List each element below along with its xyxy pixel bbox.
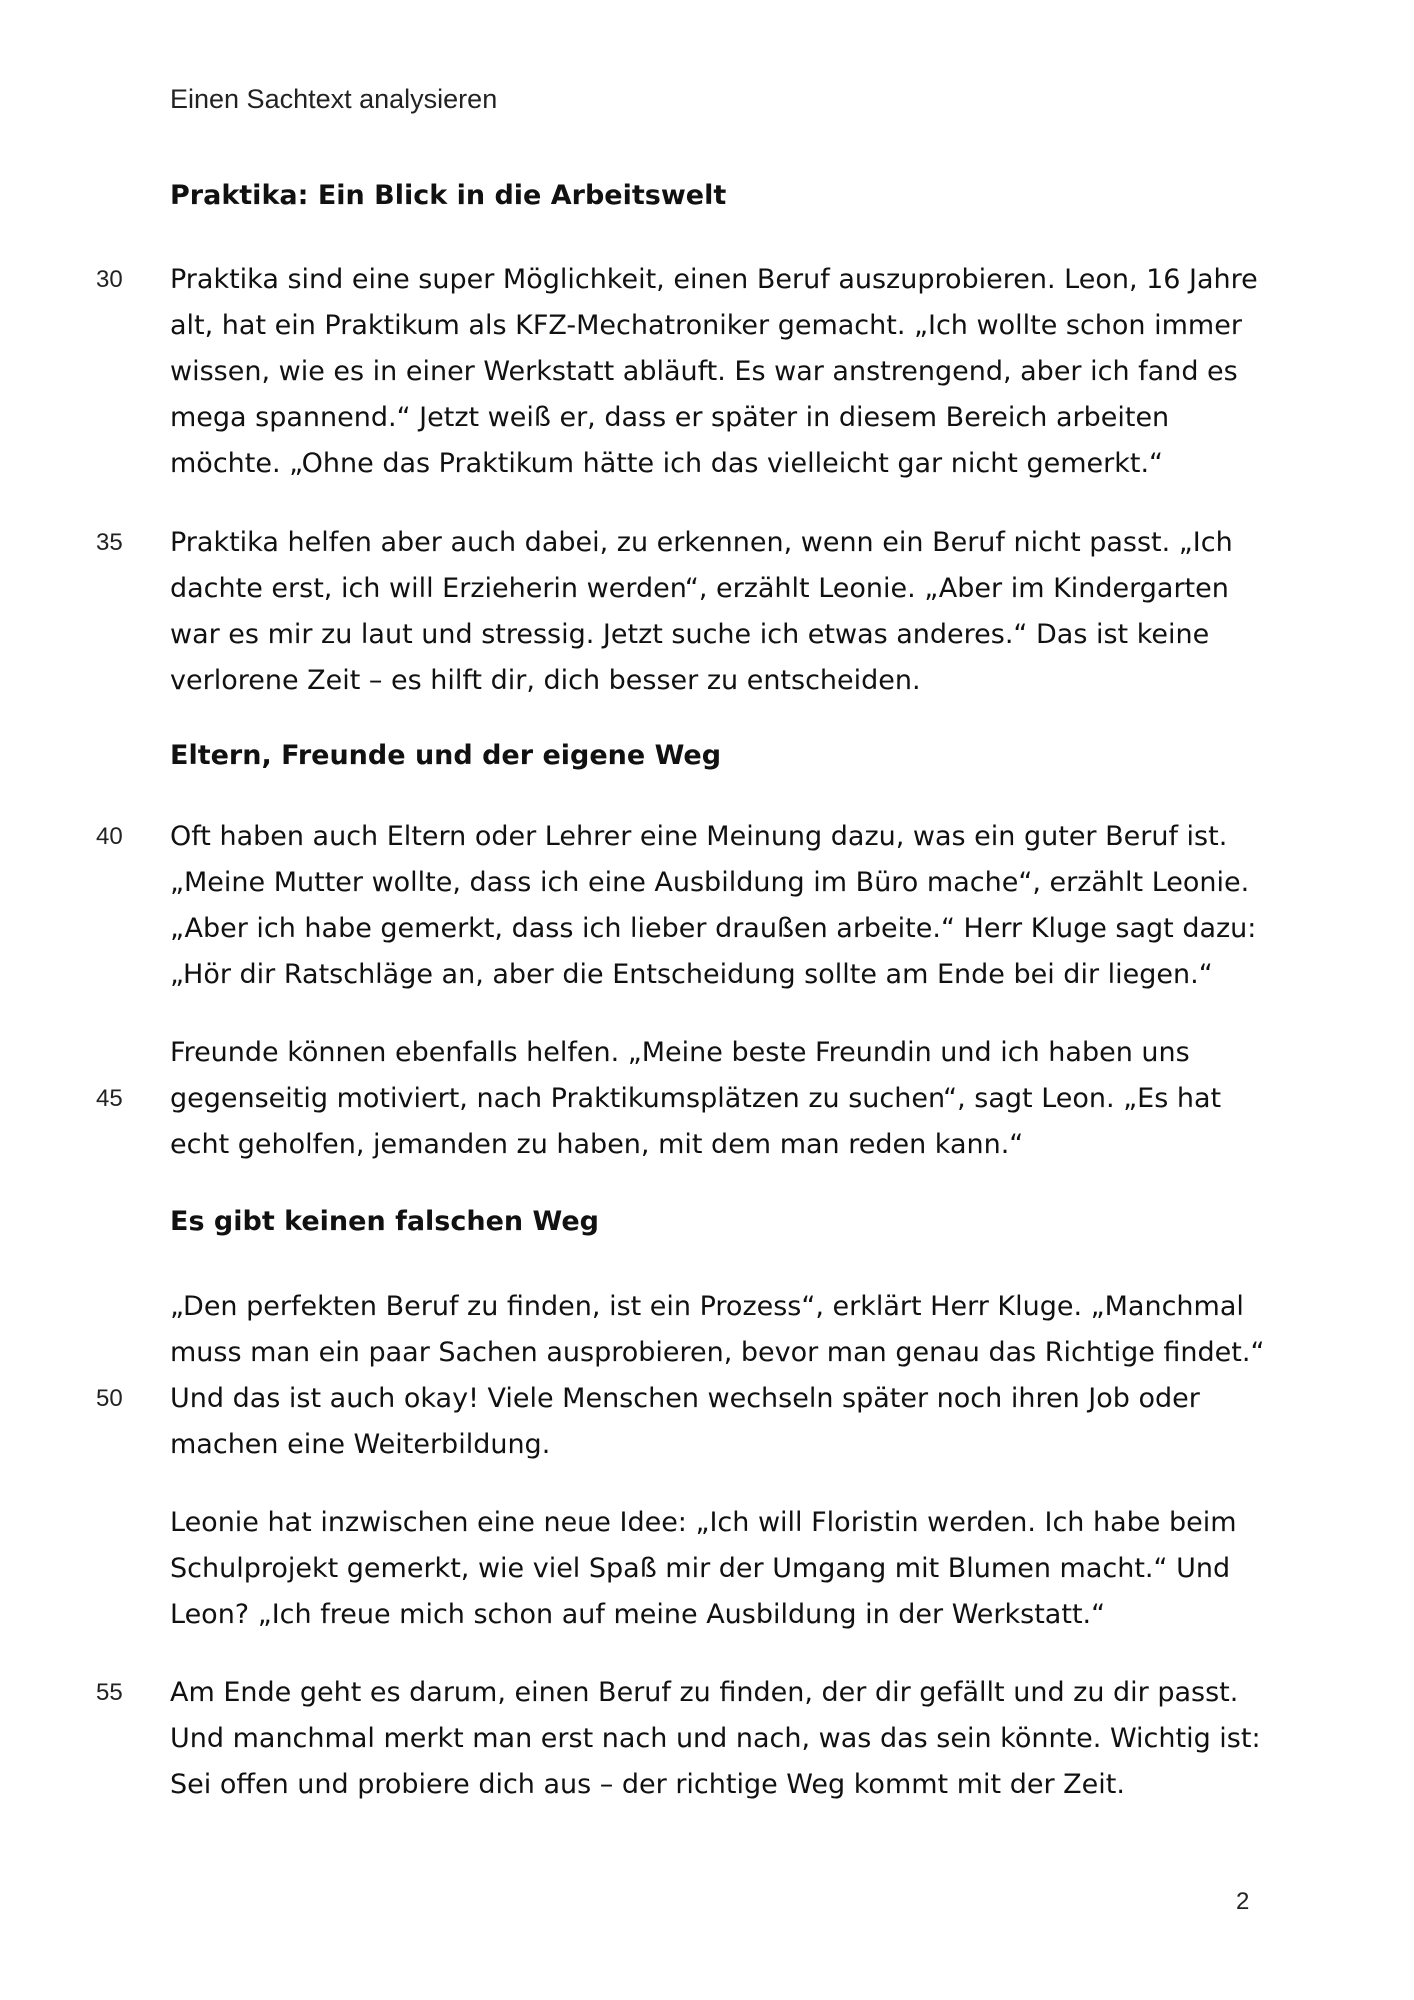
line-number: 35	[96, 529, 123, 556]
text-line: Leonie hat inzwischen eine neue Idee: „Ich will Floristin werden. Ich habe beim	[170, 1507, 1237, 1538]
text-line: Praktika helfen aber auch dabei, zu erkennen, wenn ein Beruf nicht passt. „Ich	[170, 527, 1233, 558]
text-line: gegenseitig motiviert, nach Praktikumsplätzen zu suchen“, sagt Leon. „Es hat	[170, 1083, 1222, 1114]
page-number: 2	[1236, 1888, 1250, 1915]
text-line: Praktika sind eine super Möglichkeit, einen Beruf auszuprobieren. Leon, 16 Jahre	[170, 264, 1258, 295]
text-line: war es mir zu laut und stressig. Jetzt suche ich etwas anderes.“ Das ist keine	[170, 619, 1210, 650]
section-heading-eltern: Eltern, Freunde und der eigene Weg	[170, 740, 722, 771]
text-line: mega spannend.“ Jetzt weiß er, dass er später in diesem Bereich arbeiten	[170, 402, 1170, 433]
line-number: 50	[96, 1385, 123, 1412]
text-line: möchte. „Ohne das Praktikum hätte ich das vielleicht gar nicht gemerkt.“	[170, 448, 1164, 479]
section-heading-praktika: Praktika: Ein Blick in die Arbeitswelt	[170, 180, 727, 211]
text-line: Schulprojekt gemerkt, wie viel Spaß mir der Umgang mit Blumen macht.“ Und	[170, 1553, 1231, 1584]
paragraph	[170, 520, 1260, 704]
text-line: „Hör dir Ratschläge an, aber die Entscheidung sollte am Ende bei dir liegen.“	[170, 959, 1213, 990]
text-line: alt, hat ein Praktikum als KFZ-Mechatroniker gemacht. „Ich wollte schon immer	[170, 310, 1242, 341]
paragraph	[170, 1030, 1260, 1168]
paragraph	[170, 257, 1260, 487]
text-line: Am Ende geht es darum, einen Beruf zu finden, der dir gefällt und zu dir passt.	[170, 1677, 1239, 1708]
text-line: dachte erst, ich will Erzieherin werden“, erzählt Leonie. „Aber im Kindergarten	[170, 573, 1229, 604]
line-number: 55	[96, 1679, 123, 1706]
text-line: muss man ein paar Sachen ausprobieren, bevor man genau das Richtige findet.“	[170, 1337, 1265, 1368]
text-line: Leon? „Ich freue mich schon auf meine Ausbildung in der Werkstatt.“	[170, 1599, 1106, 1630]
text-line: Und manchmal merkt man erst nach und nach, was das sein könnte. Wichtig ist:	[170, 1723, 1261, 1754]
text-line: „Meine Mutter wollte, dass ich eine Ausbildung im Büro mache“, erzählt Leonie.	[170, 867, 1250, 898]
line-number: 30	[96, 266, 123, 293]
paragraph	[170, 1284, 1265, 1468]
line-number: 45	[96, 1085, 123, 1112]
text-line: Und das ist auch okay! Viele Menschen wechseln später noch ihren Job oder	[170, 1383, 1200, 1414]
paragraph	[170, 1670, 1260, 1808]
text-line: Sei offen und probiere dich aus – der richtige Weg kommt mit der Zeit.	[170, 1769, 1125, 1800]
line-number: 40	[96, 823, 123, 850]
paragraph	[170, 814, 1260, 998]
page-header: Einen Sachtext analysieren	[170, 84, 498, 114]
text-line: wissen, wie es in einer Werkstatt abläuft. Es war anstrengend, aber ich fand es	[170, 356, 1238, 387]
text-line: machen eine Weiterbildung.	[170, 1429, 551, 1460]
text-line: Oft haben auch Eltern oder Lehrer eine Meinung dazu, was ein guter Beruf ist.	[170, 821, 1228, 852]
text-line: „Den perfekten Beruf zu finden, ist ein Prozess“, erklärt Herr Kluge. „Manchmal	[170, 1291, 1244, 1322]
text-line: Freunde können ebenfalls helfen. „Meine beste Freundin und ich haben uns	[170, 1037, 1190, 1068]
paragraph	[170, 1500, 1260, 1638]
text-line: verlorene Zeit – es hilft dir, dich besser zu entscheiden.	[170, 665, 921, 696]
text-line: „Aber ich habe gemerkt, dass ich lieber draußen arbeite.“ Herr Kluge sagt dazu:	[170, 913, 1257, 944]
section-heading-kein-falscher-weg: Es gibt keinen falschen Weg	[170, 1206, 599, 1237]
text-line: echt geholfen, jemanden zu haben, mit dem man reden kann.“	[170, 1129, 1024, 1160]
